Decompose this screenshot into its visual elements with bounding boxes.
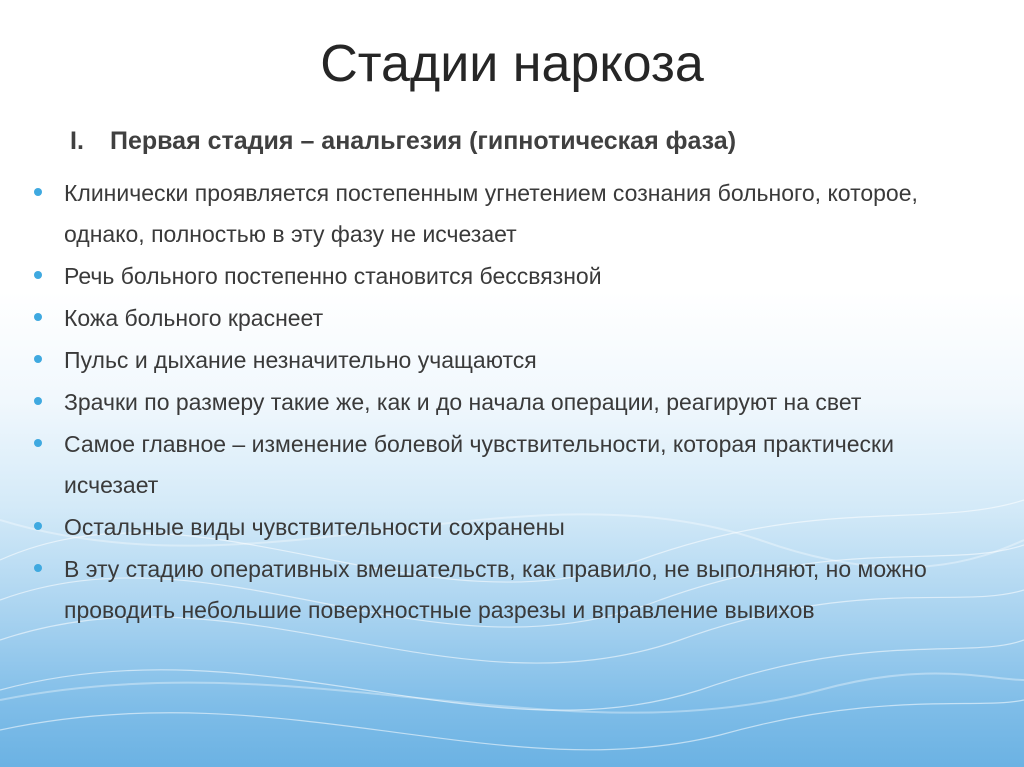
bullet-text: Остальные виды чувствительности сохранены xyxy=(64,514,565,540)
bullet-item xyxy=(32,340,992,381)
bullet-text: Зрачки по размеру такие же, как и до начала операции, реагируют на свет xyxy=(64,389,862,415)
bullet-dot-icon xyxy=(34,439,42,447)
bullet-item xyxy=(32,382,992,423)
section-number: I. xyxy=(70,127,84,155)
bullet-text: Речь больного постепенно становится бессвязной xyxy=(64,263,602,289)
section-heading xyxy=(70,127,736,156)
bullet-text: Самое главное – изменение болевой чувствительности, которая практически исчезает xyxy=(64,431,894,498)
bullet-dot-icon xyxy=(34,188,42,196)
bullet-dot-icon xyxy=(34,522,42,530)
bullet-item xyxy=(32,256,992,297)
slide-title: Стадии наркоза xyxy=(320,35,704,93)
bullet-text: В эту стадию оперативных вмешательств, как правило, не выполняют, но можно проводить небольшие поверхностные разрезы и вправление вывихов xyxy=(64,556,927,623)
bullet-item xyxy=(32,424,992,506)
bullet-dot-icon xyxy=(34,397,42,405)
bullet-text: Клинически проявляется постепенным угнетением сознания больного, которое, однако, полностью в эту фазу не исчезает xyxy=(64,180,918,247)
bullet-list xyxy=(32,173,992,632)
bullet-dot-icon xyxy=(34,564,42,572)
bullet-text: Пульс и дыхание незначительно учащаются xyxy=(64,347,537,373)
bullet-item xyxy=(32,549,992,631)
bullet-item xyxy=(32,173,992,255)
bullet-dot-icon xyxy=(34,271,42,279)
bullet-dot-icon xyxy=(34,313,42,321)
bullet-text: Кожа больного краснеет xyxy=(64,305,324,331)
bullet-item xyxy=(32,507,992,548)
section-heading-text: Первая стадия – анальгезия (гипнотическая фаза) xyxy=(110,127,737,155)
bullet-dot-icon xyxy=(34,355,42,363)
bullet-item xyxy=(32,298,992,339)
